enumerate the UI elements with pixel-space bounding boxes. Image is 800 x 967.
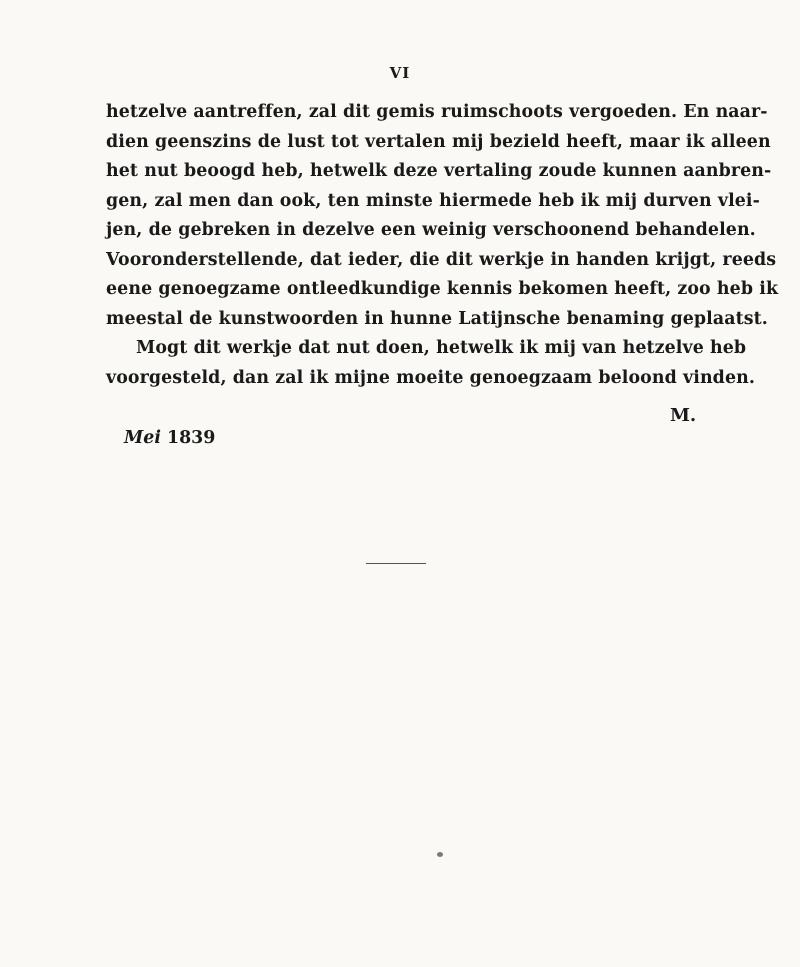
author-signature: M. xyxy=(670,405,697,426)
text-line: het nut beoogd heb, hetwelk deze vertaling zoude kunnen aanbren- xyxy=(106,161,772,181)
text-line: jen, de gebreken in dezelve een weinig verschoonend behandelen. xyxy=(106,220,756,240)
text-line: meestal de kunstwoorden in hunne Latijnsche benaming geplaatst. xyxy=(106,308,768,329)
text-line: Vooronderstellende, dat ieder, die dit werkje in handen krijgt, reeds xyxy=(106,249,777,270)
text-line: gen, zal men dan ook, ten minste hiermede heb ik mij durven vlei- xyxy=(106,190,760,211)
dateline xyxy=(124,428,215,448)
text-line: dien geenszins de lust tot vertalen mij bezield heeft, maar ik alleen xyxy=(106,131,771,152)
text-line: eene genoegzame ontleedkundige kennis bekomen heeft, zoo heb ik xyxy=(106,279,779,299)
section-divider xyxy=(366,563,426,564)
text-line: voorgesteld, dan zal ik mijne moeite genoegzaam beloond vinden. xyxy=(106,367,756,388)
date-year: 1839 xyxy=(166,428,216,448)
text-line: Mogt dit werkje dat nut doen, hetwelk ik mij van hetzelve heb xyxy=(136,338,747,358)
text-line: hetzelve aantreffen, zal dit gemis ruimschoots vergoeden. En naar- xyxy=(106,102,768,122)
date-month: Mei xyxy=(124,428,161,448)
page-number: VI xyxy=(389,64,411,82)
body-text xyxy=(106,98,779,393)
ink-mark xyxy=(437,852,443,857)
